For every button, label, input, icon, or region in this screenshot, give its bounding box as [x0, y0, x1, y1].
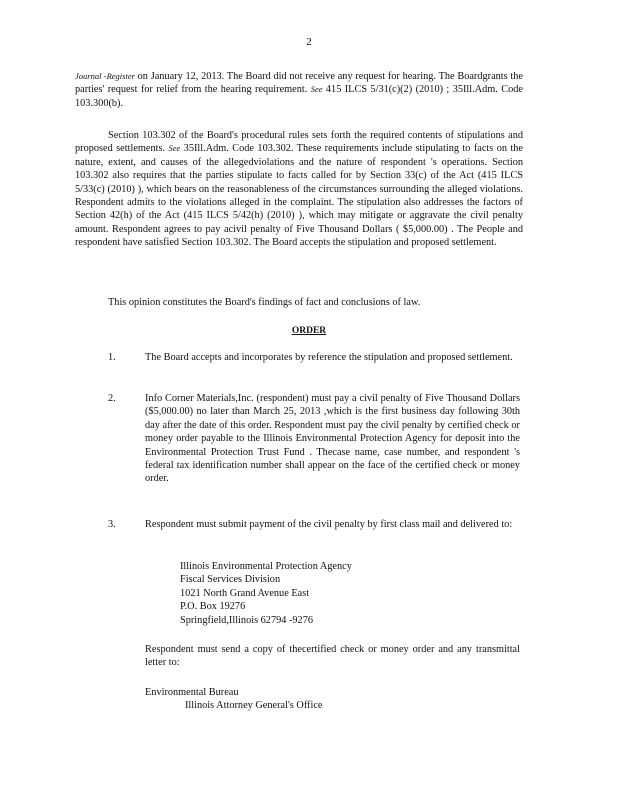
paragraph-hearing-text: on January 12, 2013. The Board did not receive any request for hearing. The Boardgrants the parties' request for relief from the hearing requirement. [75, 71, 523, 96]
paragraph-findings: This opinion constitutes the Board's findings of fact and conclusions of law. [108, 297, 421, 308]
paragraph-hearing [75, 70, 523, 110]
order-heading: ORDER [291, 326, 327, 336]
order-item-text: The Board accepts and incorporates by reference the stipulation and proposed settlement. [145, 352, 513, 363]
paragraph-hearing-citation: 415 ILCS 5/31(c)(2) (2010) ; 35Ill.Adm. Code 103.300(b). [75, 84, 523, 109]
address-line: Illinois Environmental Protection Agency [180, 561, 352, 572]
journal-register-italic: Journal -Register [75, 71, 135, 81]
address-line: Illinois Attorney General's Office [185, 700, 323, 712]
address-illinois-epa [180, 560, 430, 627]
see-italic: See [310, 84, 323, 95]
order-item-3-copy-text: Respondent must send a copy of thecertified check or money order and any transmittal letter to: [145, 644, 520, 669]
paragraph-section-text-end: 35Ill.Adm. Code 103.302. These requirements include stipulating to facts on the nature, extent, and causes of the allegedviolations and the nature of respondent 's operations. Section 103.302 also requires that the parties stipulate to facts called for by Section 33(c) of the Act (415 ILCS 5/33(c) (2010) ), which bears on the reasonableness of the circumstances surrounding the alleged violations. Respondent admits to the violations alleged in the complaint. The stipulation also addresses the factors of Section 42(h) of the Act (415 ILCS 5/42(h) (2010) ), which may mitigate or aggravate the civil penalty amount. Respondent agrees to pay acivil penalty of Five Thousand Dollars ( $5,000.00) . The People and respondent have satisfied Section 103.302. The Board accepts the stipulation and proposed settlement. [75, 143, 523, 249]
address-attorney-general [145, 686, 323, 713]
page-number: 2 [306, 36, 312, 48]
order-item-text: Respondent must submit payment of the civil penalty by first class mail and delivered to: [145, 519, 513, 530]
see-italic-2: See [168, 143, 181, 154]
address-line: Springfield,Illinois 62794 -9276 [180, 614, 313, 626]
order-item-number: 2. [108, 393, 116, 404]
address-line: Environmental Bureau [145, 687, 239, 698]
address-line: 1021 North Grand Avenue East [180, 587, 310, 599]
paragraph-section-text: Section 103.302 of the Board's procedural rules sets forth the required contents of stipulations and proposed settlements. [75, 130, 523, 155]
order-item-text: Info Corner Materials,Inc. (respondent) must pay a civil penalty of Five Thousand Dollars ($5,000.00) no later than March 25, 2013 ,which is the first business day following 30th day after the date of this order. Respondent must pay the civil penalty by certified check or money order payable to the Illinois Environmental Protection Agency for deposit into the Environmental Protection Trust Fund . Thecase name, case number, and respondent 's federal tax identification number shall appear on the face of the certified check or money order. [145, 393, 520, 485]
order-item-number: 3. [108, 519, 116, 530]
order-item-number: 1. [108, 352, 116, 363]
address-line: P.O. Box 19276 [180, 601, 246, 613]
paragraph-section-103-302 [75, 129, 523, 250]
address-line: Fiscal Services Division [180, 574, 281, 586]
